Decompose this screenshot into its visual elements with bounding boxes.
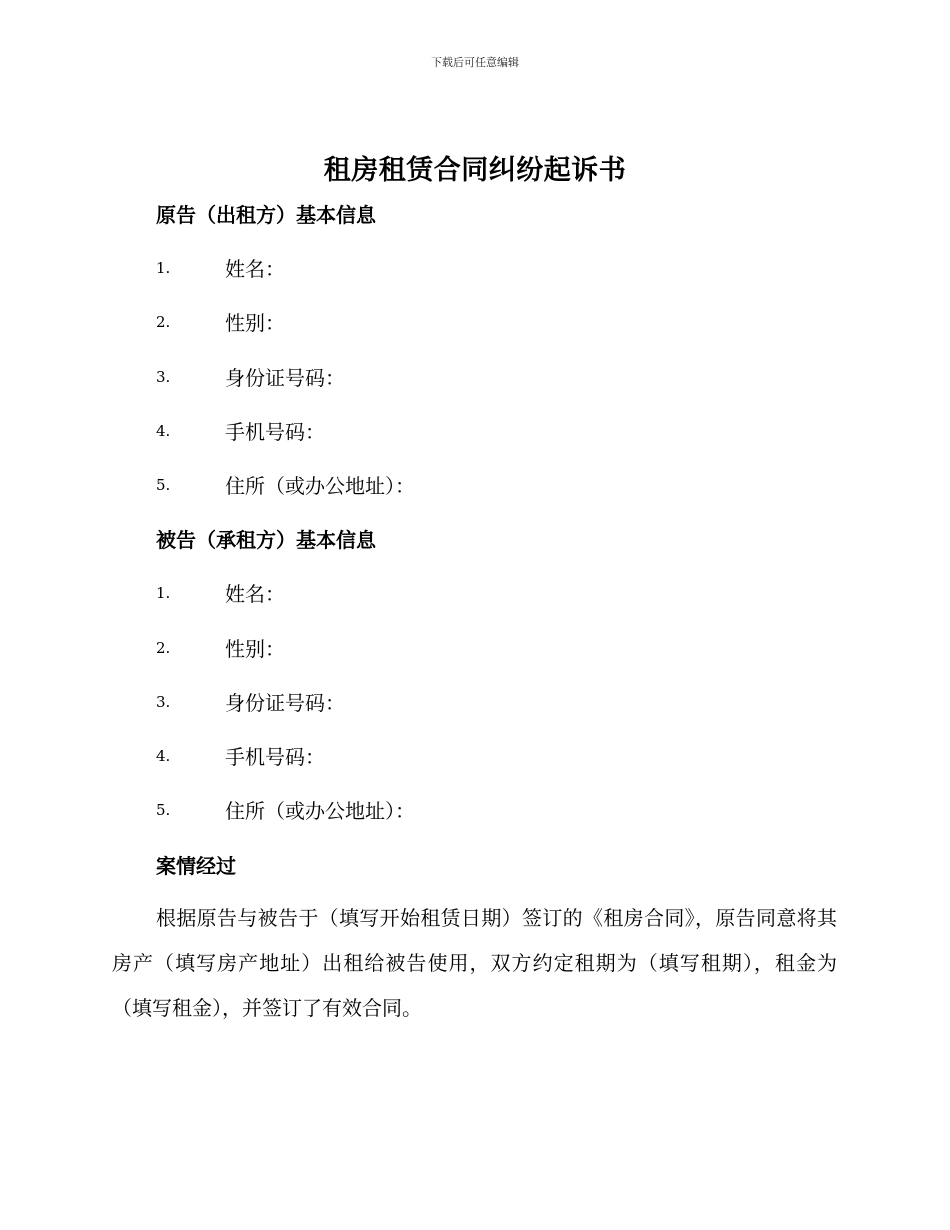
- defendant-item-gender: [156, 633, 856, 663]
- item-label: 住所（或办公地址）：: [225, 799, 415, 823]
- defendant-item-name: [156, 578, 856, 608]
- item-label: 性别：: [225, 637, 285, 661]
- item-label: 住所（或办公地址）：: [225, 474, 415, 498]
- item-number: 5.: [156, 476, 171, 494]
- item-number: 4.: [156, 422, 171, 440]
- plaintiff-heading: 原告（出租方）基本信息: [156, 203, 376, 227]
- document-title: 租房租赁合同纠纷起诉书: [323, 155, 627, 186]
- plaintiff-item-gender: [156, 307, 856, 337]
- defendant-item-id-number: [156, 687, 856, 717]
- item-number: 2.: [156, 639, 171, 657]
- defendant-item-phone: [156, 741, 856, 771]
- item-number: 2.: [156, 313, 171, 331]
- item-label: 性别：: [225, 311, 285, 335]
- case-paragraph: 根据原告与被告于（填写开始租赁日期）签订的《租房合同》，原告同意将其房产（填写房产地址）出租给被告使用，双方约定租期为（填写租期），租金为（填写租金），并签订了有效合同。: [112, 906, 837, 1020]
- item-label: 手机号码：: [225, 745, 325, 769]
- plaintiff-item-address: [156, 470, 856, 500]
- case-heading: 案情经过: [156, 854, 236, 878]
- item-number: 3.: [156, 368, 171, 386]
- plaintiff-item-name: [156, 253, 856, 283]
- item-number: 3.: [156, 693, 171, 711]
- item-label: 手机号码：: [225, 420, 325, 444]
- item-label: 姓名：: [225, 582, 285, 606]
- header-note: 下载后可任意编辑: [431, 56, 519, 69]
- item-number: 1.: [156, 584, 171, 602]
- defendant-heading: 被告（承租方）基本信息: [156, 528, 376, 552]
- item-number: 5.: [156, 801, 171, 819]
- item-label: 身份证号码：: [225, 691, 345, 715]
- plaintiff-item-id-number: [156, 362, 856, 392]
- item-label: 身份证号码：: [225, 366, 345, 390]
- plaintiff-item-phone: [156, 416, 856, 446]
- item-number: 4.: [156, 747, 171, 765]
- defendant-item-address: [156, 795, 856, 825]
- item-label: 姓名：: [225, 257, 285, 281]
- item-number: 1.: [156, 259, 171, 277]
